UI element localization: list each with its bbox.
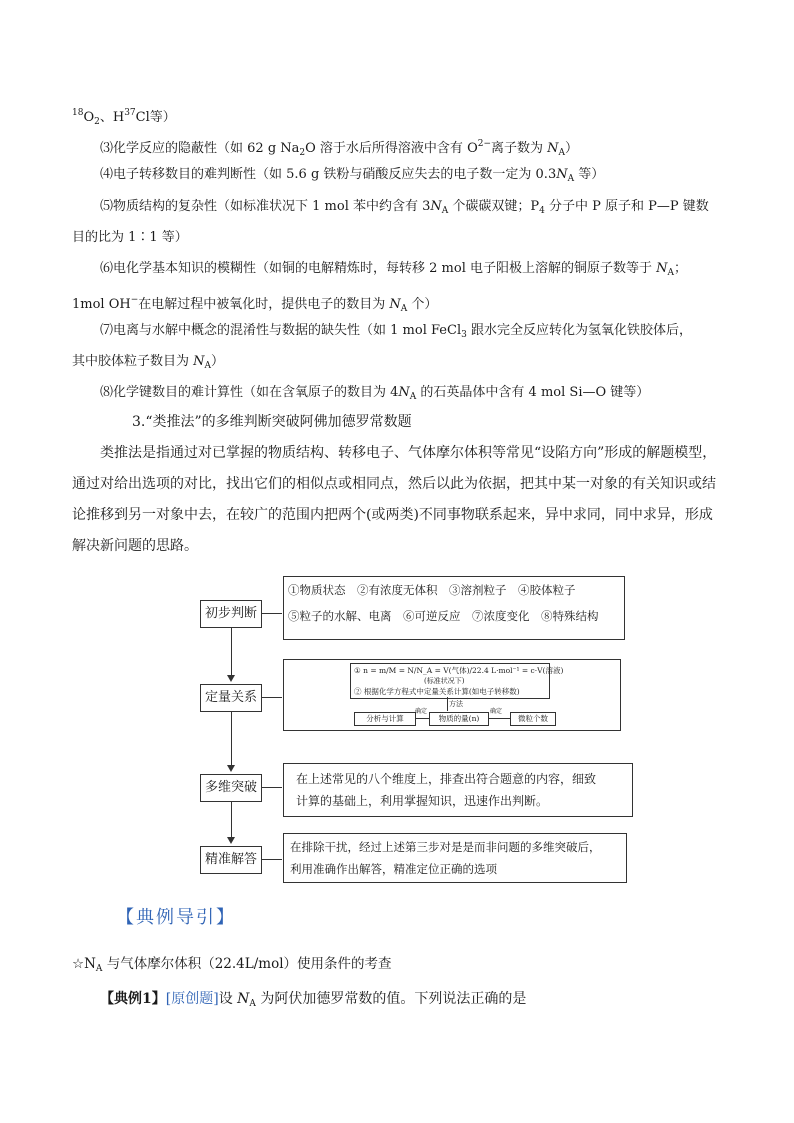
- formula-line: ① n = m/M = N/N_A = V(气体)/22.4 L·mol⁻¹ = c·V(溶液): [354, 666, 564, 675]
- line-5b: 目的比为 1∶1 等）: [72, 230, 188, 245]
- line-7b: 其中胶体粒子数目为 $N_A$）: [72, 354, 225, 371]
- formula-note: (标准状况下): [424, 677, 465, 685]
- line-6: ⑹电化学基本知识的模糊性（如铜的电解精炼时，每转移 2 mol 电子阳极上溶解的铜原子数等于 $N_A$；: [100, 261, 688, 278]
- flow-connector-2: [262, 697, 282, 698]
- flow-arrowhead-2: [227, 765, 235, 772]
- line-6b: 1mol OH−在电解过程中被氧化时，提供电子的数目为 $N_A$ 个）: [72, 295, 438, 314]
- flow-detail-3: [283, 763, 633, 817]
- method-label: 方法: [449, 700, 463, 708]
- flow-arrow-2: [231, 711, 232, 765]
- body-paragraph: 类推法是指通过对已掌握的物质结构、转移电子、气体摩尔体积等常见“设陷方向”形成的解题模型，通过对给出选项的对比，找出它们的相似点或相同点，然后以此为依据，把其中某一对象的有关知识或结论推移到另一对象中去，在较广的范围内把两个(或两类)不同事物联系起来，异中求同，同中求异，形成解决新问题的思路。: [72, 445, 717, 554]
- example-label: 【典例1】: [100, 991, 166, 1007]
- line-5: ⑸物质结构的复杂性（如标准状况下 1 mol 苯中约含有 $3N_A$ 个碳碳双键；$P_4$ 分子中 P 原子和 P—P 键数: [100, 199, 709, 216]
- question-category: $☆N_A$ 与气体摩尔体积（22.4L/mol）使用条件的考查: [72, 956, 392, 974]
- particle-box: 微粒个数: [510, 712, 556, 726]
- flow-detail-2: [283, 659, 621, 731]
- flow-detail-4-line2: 利用准确作出解答，精准定位正确的选项: [290, 862, 497, 876]
- flow-detail-1: [283, 576, 625, 640]
- calc-arrow: [415, 718, 429, 719]
- calc-box: 分析与计算: [354, 712, 416, 726]
- mole-box: 物质的量(n): [429, 712, 489, 726]
- section-heading: 3.“类推法”的多维判断突破阿佛加德罗常数题: [132, 414, 412, 430]
- flow-arrowhead-3: [227, 837, 235, 844]
- method-line: [447, 697, 448, 711]
- line-8: ⑻化学键数目的难计算性（如在含氧原子的数目为 $4N_A$ 的石英晶体中含有 4 mol Si—O 键等）: [100, 385, 650, 402]
- flow-connector-3: [262, 787, 282, 788]
- formula-rule: ② 根据化学方程式中定量关系计算(如电子转移数): [354, 687, 520, 696]
- section-title: 【典例导引】: [116, 907, 236, 928]
- line-4: ⑷电子转移数目的难判断性（如 5.6 g 铁粉与硝酸反应失去的电子数一定为 $0.3N_A$ 等）: [100, 167, 605, 184]
- example-tag: [原创题]: [165, 991, 219, 1007]
- flow-arrow-1: [231, 627, 232, 675]
- flow-detail-4: [283, 833, 627, 883]
- line-3: ⑶化学反应的隐蔽性（如 62 g $Na_2O$ 溶于水后所得溶液中含有 $O^{2-}$离子数为 $N_A$）: [100, 139, 579, 158]
- flow-step-4: 精准解答: [200, 846, 262, 874]
- example-1: 【典例1】[原创题]设 $N_A$ 为阿伏加德罗常数的值。下列说法正确的是: [100, 991, 527, 1009]
- flow-step-1: 初步判断: [200, 600, 262, 628]
- flow-step-2: 定量关系: [200, 684, 262, 712]
- determine-label-1: 确定: [415, 708, 428, 715]
- flow-arrow-3: [231, 801, 232, 837]
- flow-connector-4: [262, 859, 282, 860]
- line-0: $^{18}O_2$、$H^{37}Cl$等）: [72, 108, 176, 127]
- flow-step-3: 多维突破: [200, 774, 262, 802]
- flow-detail-1-row2: ⑤粒子的水解、电离 ⑥可逆反应 ⑦浓度变化 ⑧特殊结构: [288, 609, 599, 623]
- flow-connector-1: [262, 613, 282, 614]
- mole-arrow: [488, 718, 510, 719]
- flow-detail-1-row1: ①物质状态 ②有浓度无体积 ③溶剂粒子 ④胶体粒子: [288, 583, 576, 597]
- flow-detail-3-line1: 在上述常见的八个维度上，排查出符合题意的内容，细致: [296, 772, 597, 786]
- flow-arrowhead-1: [227, 675, 235, 682]
- determine-label-2: 确定: [490, 708, 503, 715]
- flow-detail-4-line1: 在排除干扰，经过上述第三步对是是而非问题的多维突破后，: [290, 840, 601, 854]
- flow-detail-3-line2: 计算的基础上，利用掌握知识，迅速作出判断。: [296, 794, 549, 808]
- line-7: ⑺电离与水解中概念的混淆性与数据的缺失性（如 1 mol FeCl$_3$ 跟水完全反应转化为氢氧化铁胶体后，: [100, 323, 692, 340]
